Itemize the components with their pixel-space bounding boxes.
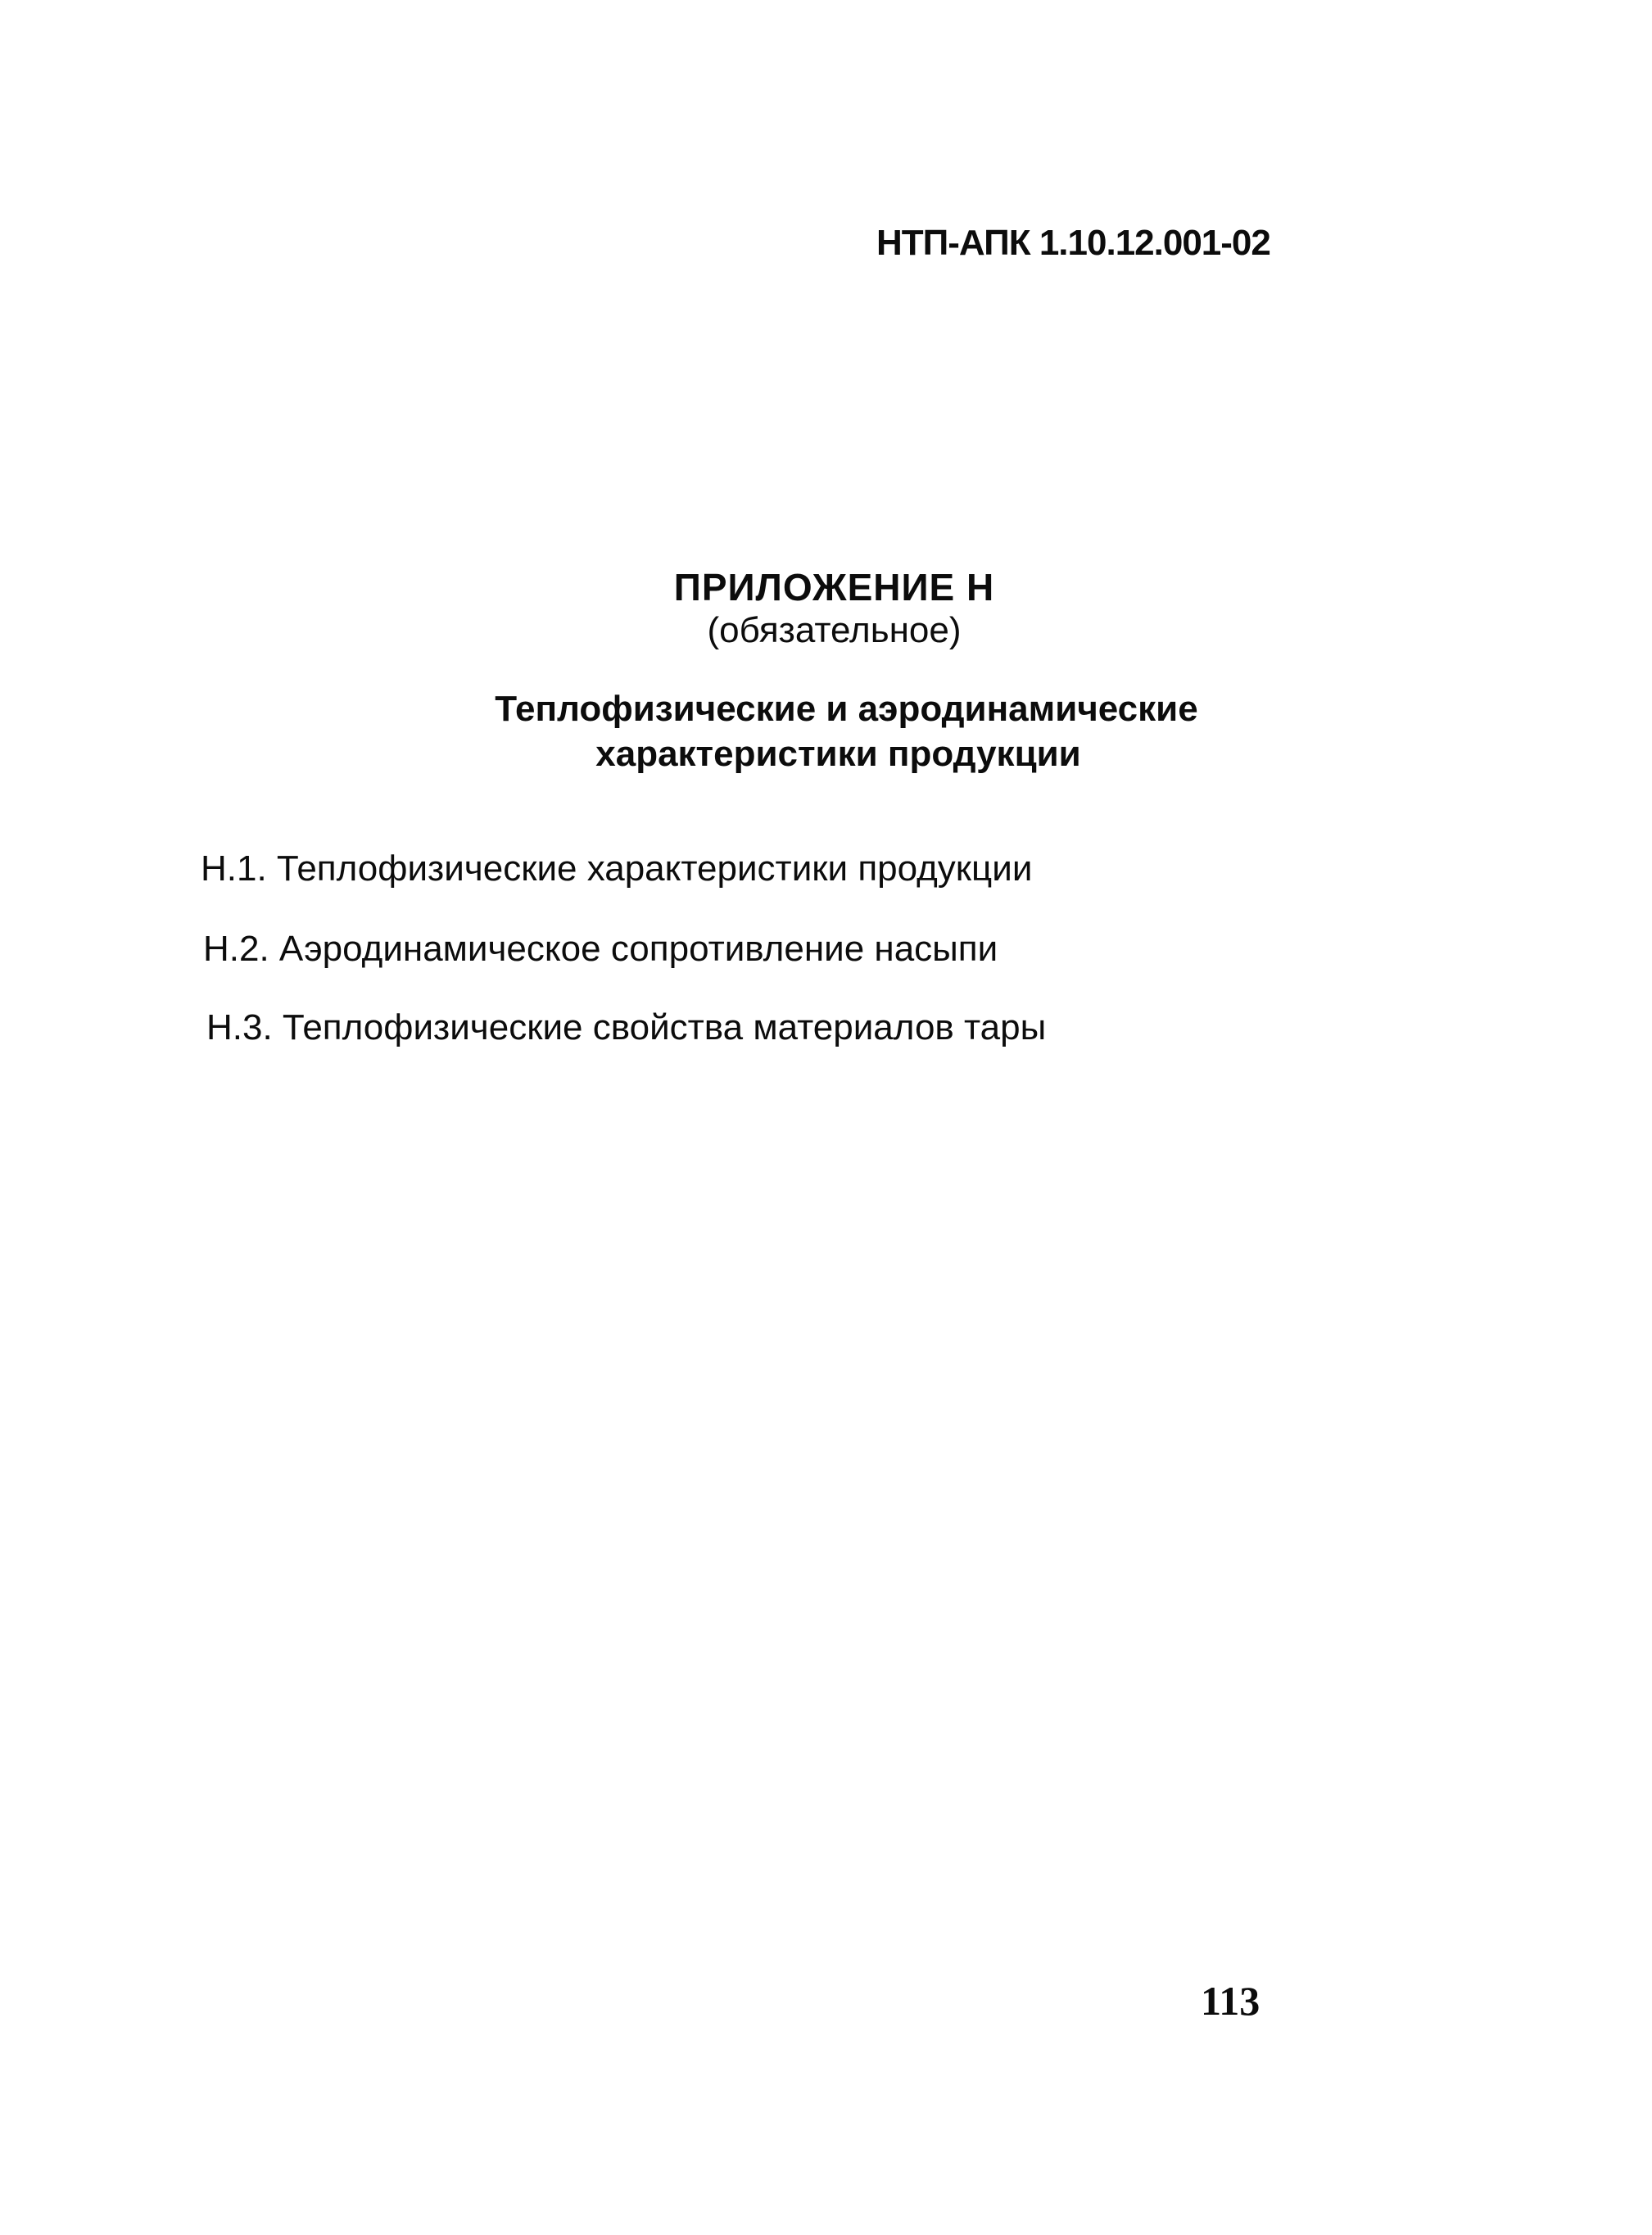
appendix-title: ПРИЛОЖЕНИЕ Н — [673, 566, 995, 609]
document-code: НТП-АПК 1.10.12.001-02 — [876, 223, 1270, 263]
appendix-status-note: (обязательное) — [707, 610, 962, 650]
page-number: 113 — [1201, 1978, 1260, 2024]
contents-item-h3: Н.3. Теплофизические свойства материалов тары — [206, 1007, 1047, 1047]
appendix-heading-line-2: характеристики продукции — [595, 734, 1081, 774]
appendix-heading-line-1: Теплофизические и аэродинамические — [495, 689, 1198, 729]
contents-item-h1: Н.1. Теплофизические характеристики продукции — [201, 848, 1033, 889]
contents-item-h2: Н.2. Аэродинамическое сопротивление насыпи — [203, 929, 998, 969]
